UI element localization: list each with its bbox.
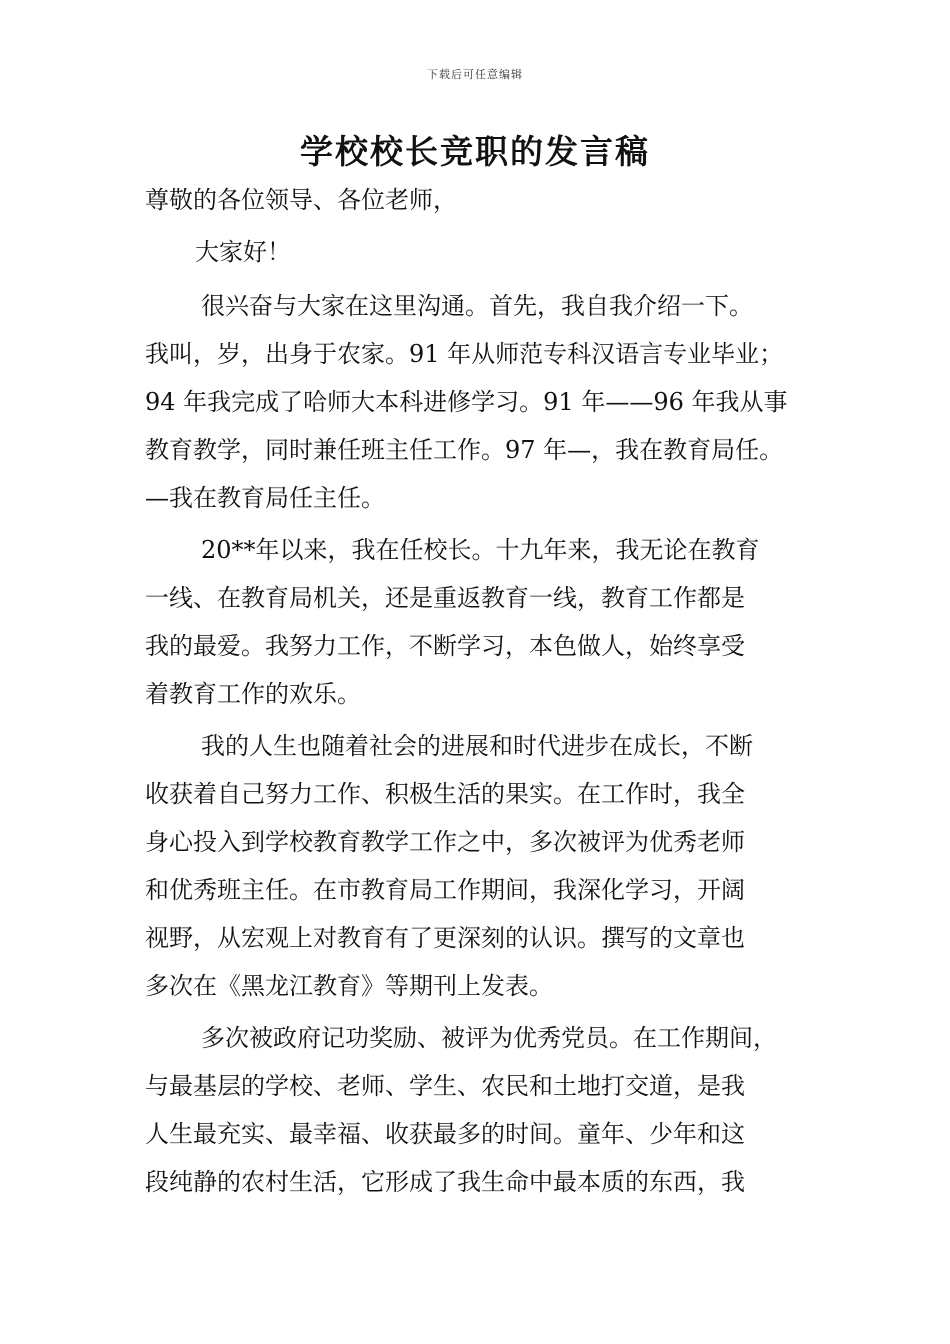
paragraph-line: 视野，从宏观上对教育有了更深刻的认识。撰写的文章也 [145,924,745,952]
document-title: 学校校长竞职的发言稿 [300,132,650,171]
document-body [145,176,817,1206]
paragraph [145,282,817,522]
paragraph-line: 着教育工作的欢乐。 [145,680,361,708]
paragraph [145,1014,817,1206]
paragraph-line: 收获着自己努力工作、积极生活的果实。在工作时，我全 [145,780,745,808]
paragraph [145,526,817,718]
paragraph-line: 94 年我完成了哈师大本科进修学习。91 年——96 年我从事 [145,388,788,416]
salutation: 尊敬的各位领导、各位老师， [145,186,457,214]
paragraph-line: 很兴奋与大家在这里沟通。首先，我自我介绍一下。 [201,292,753,320]
paragraph-line: 多次被政府记功奖励、被评为优秀党员。在工作期间， [201,1024,777,1052]
paragraph-line: 身心投入到学校教育教学工作之中，多次被评为优秀老师 [145,828,745,856]
paragraph [145,722,817,1010]
header-note: 下载后可任意编辑 [427,68,523,81]
paragraph-line: 我叫，岁，出身于农家。91 年从师范专科汉语言专业毕业； [145,340,784,368]
paragraph-line: 一线、在教育局机关，还是重返教育一线，教育工作都是 [145,584,745,612]
paragraph-line: 我的人生也随着社会的进展和时代进步在成长，不断 [201,732,753,760]
paragraph-line: 我的最爱。我努力工作，不断学习，本色做人，始终享受 [145,632,745,660]
paragraph-line: 20**年以来，我在任校长。十九年来，我无论在教育 [201,536,760,564]
paragraph-line: 和优秀班主任。在市教育局工作期间，我深化学习，开阔 [145,876,745,904]
paragraph-line: 人生最充实、最幸福、收获最多的时间。童年、少年和这 [145,1120,745,1148]
paragraph-line: 与最基层的学校、老师、学生、农民和土地打交道，是我 [145,1072,745,1100]
paragraph-line: —我在教育局任主任。 [145,484,385,512]
greeting: 大家好！ [195,238,291,266]
paragraph-line: 段纯静的农村生活，它形成了我生命中最本质的东西，我 [145,1168,745,1196]
paragraph-line: 多次在《黑龙江教育》等期刊上发表。 [145,972,553,1000]
paragraph-line: 教育教学，同时兼任班主任工作。97 年—，我在教育局任。 [145,436,784,464]
